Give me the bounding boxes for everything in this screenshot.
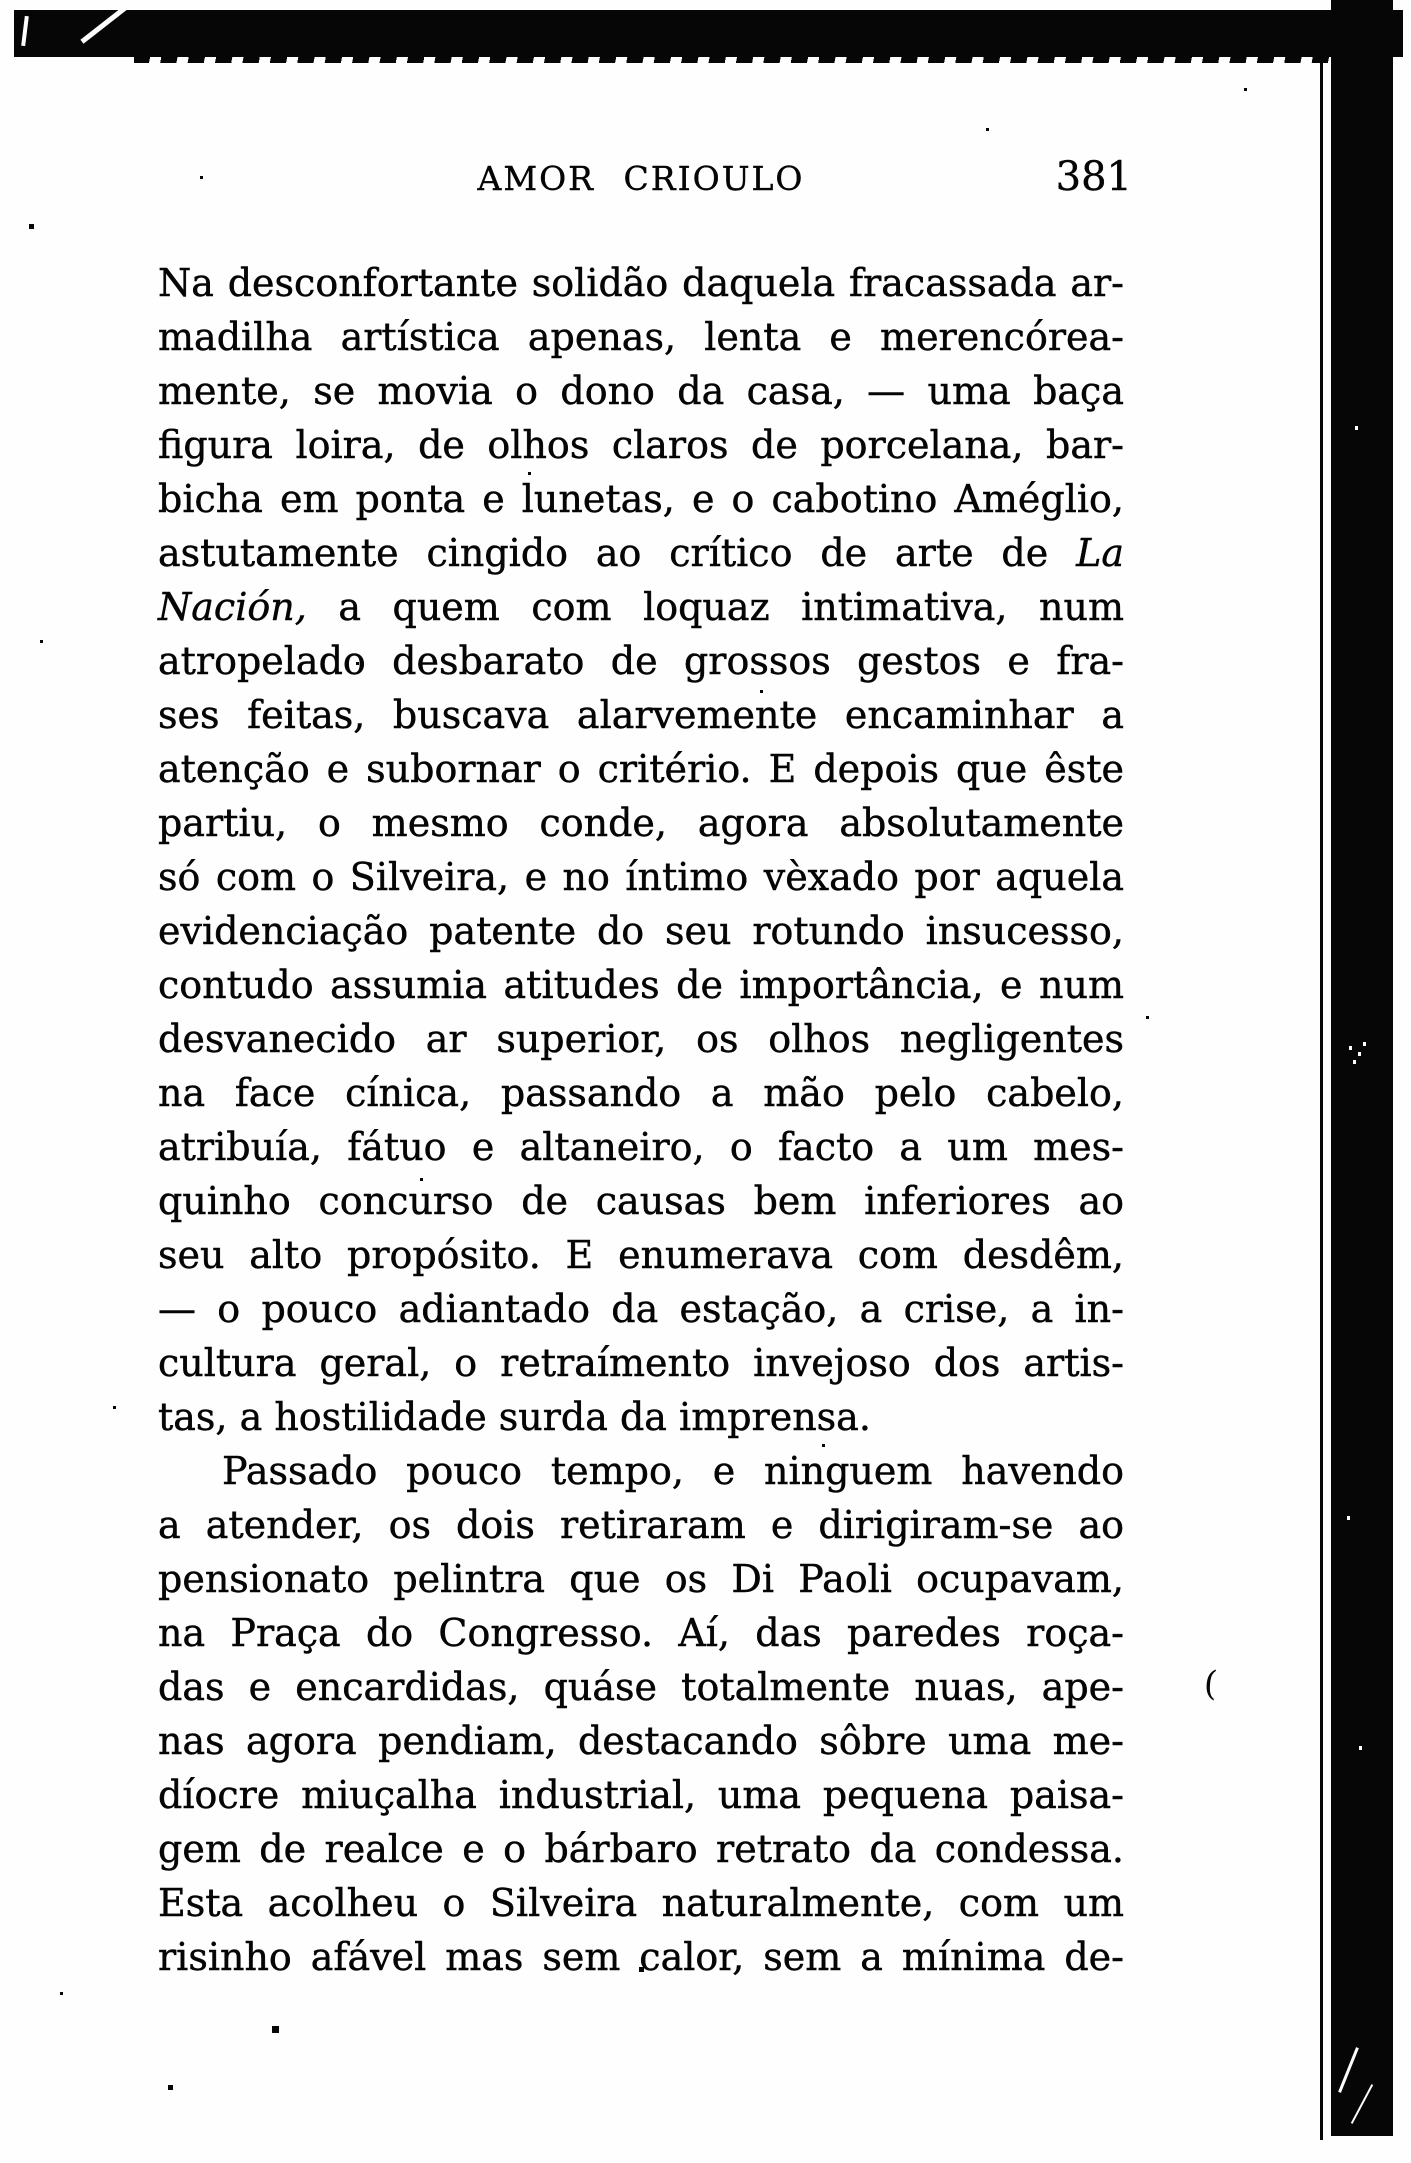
text-segment: díocre miuçalha industrial, uma pequena paisa-: [158, 1773, 1124, 1817]
text-segment: astutamente cingido ao crítico de arte de: [158, 531, 1077, 575]
page-text: [158, 256, 1124, 1984]
text-segment: nas agora pendiam, destacando sôbre uma me-: [158, 1719, 1124, 1763]
text-line: [158, 904, 1124, 958]
text-line: [158, 1552, 1124, 1606]
stray-mark-parenthesis: (: [1202, 1663, 1219, 1705]
text-segment: quinho concurso de causas bem inferiores ao: [158, 1179, 1124, 1223]
text-line: [158, 1228, 1124, 1282]
text-segment: partiu, o mesmo conde, agora absolutamente: [158, 801, 1124, 845]
text-segment: cultura geral, o retraímento invejoso dos artis-: [158, 1341, 1124, 1385]
text-line: [158, 364, 1124, 418]
running-header: [158, 154, 1132, 200]
text-segment: — o pouco adiantado da estação, a crise, a in-: [158, 1287, 1124, 1331]
text-segment: na face cínica, passando a mão pelo cabelo,: [158, 1071, 1124, 1115]
text-segment: gem de realce e o bárbaro retrato da condessa.: [158, 1827, 1124, 1871]
text-segment: na Praça do Congresso. Aí, das paredes roça-: [158, 1611, 1124, 1655]
text-segment: atenção e subornar o critério. E depois que êste: [158, 747, 1124, 791]
scratch-mark: [80, 5, 127, 43]
text-line: [158, 1660, 1124, 1714]
text-line: [158, 688, 1124, 742]
text-line: [158, 1714, 1124, 1768]
scan-noise-dots: [1349, 1046, 1352, 1050]
italic-text-segment: Nación,: [158, 585, 307, 629]
text-segment: evidenciação patente do seu rotundo insucesso,: [158, 909, 1124, 953]
text-segment: madilha artística apenas, lenta e merencórea-: [158, 315, 1124, 359]
text-line: [158, 418, 1124, 472]
text-line: [158, 1390, 1124, 1444]
text-segment: tas, a hostilidade surda da imprensa.: [158, 1395, 871, 1439]
text-line: [158, 1066, 1124, 1120]
text-segment: mente, se movia o dono da casa, — uma baça: [158, 369, 1124, 413]
text-segment: desvanecido ar superior, os olhos negligentes: [158, 1017, 1124, 1061]
text-line: [158, 1444, 1124, 1498]
text-segment: bicha em ponta e lunetas, e o cabotino Améglio,: [158, 477, 1124, 521]
text-line: [158, 958, 1124, 1012]
text-line: [158, 1012, 1124, 1066]
text-segment: atropelado desbarato de grossos gestos e fra-: [158, 639, 1124, 683]
scan-top-edge-band: [14, 10, 1403, 57]
running-header-title: AMOR CRIOULO: [477, 159, 805, 198]
text-segment: contudo assumia atitudes de importância, e num: [158, 963, 1124, 1007]
text-line: [158, 256, 1124, 310]
italic-text-segment: La: [1076, 531, 1124, 575]
text-line: [158, 310, 1124, 364]
text-segment: ses feitas, buscava alarvemente encaminhar a: [158, 693, 1124, 737]
text-line: [158, 1498, 1124, 1552]
text-line: [158, 1174, 1124, 1228]
scratch-mark: [1351, 2084, 1373, 2124]
scratch-mark: [21, 16, 29, 46]
text-segment: atribuía, fátuo e altaneiro, o facto a um mes-: [158, 1125, 1124, 1169]
text-line: [158, 580, 1124, 634]
text-segment: Passado pouco tempo, e ninguem havendo: [222, 1449, 1124, 1493]
text-line: [158, 1606, 1124, 1660]
scan-noise-dots: [0, 0, 3, 3]
text-line: [158, 796, 1124, 850]
text-segment: pensionato pelintra que os Di Paoli ocupavam,: [158, 1557, 1124, 1601]
text-segment: Na desconfortante solidão daquela fracassada ar-: [158, 261, 1124, 305]
text-segment: figura loira, de olhos claros de porcelana, bar-: [158, 423, 1124, 467]
text-line: [158, 1930, 1124, 1984]
text-line: [158, 526, 1124, 580]
scratch-mark: [1338, 2047, 1359, 2093]
page-edge-line: [1320, 36, 1323, 2140]
text-segment: Esta acolheu o Silveira naturalmente, com um: [158, 1881, 1124, 1925]
text-segment: seu alto propósito. E enumerava com desdêm,: [158, 1233, 1124, 1277]
text-line: [158, 1768, 1124, 1822]
text-line: [158, 1336, 1124, 1390]
text-line: [158, 472, 1124, 526]
text-segment: a quem com loquaz intimativa, num: [306, 585, 1124, 629]
text-line: [158, 1822, 1124, 1876]
page-number: 381: [1055, 154, 1132, 200]
book-spine-band: [1331, 0, 1393, 2136]
text-segment: risinho afável mas sem calor, sem a mínima de-: [158, 1935, 1124, 1979]
text-line: [158, 1876, 1124, 1930]
text-segment: a atender, os dois retiraram e dirigiram-se ao: [158, 1503, 1124, 1547]
text-segment: das e encardidas, quáse totalmente nuas, ape-: [158, 1665, 1124, 1709]
text-line: [158, 742, 1124, 796]
text-line: [158, 1120, 1124, 1174]
text-segment: só com o Silveira, e no íntimo vèxado por aquela: [158, 855, 1124, 899]
text-line: [158, 1282, 1124, 1336]
text-line: [158, 634, 1124, 688]
text-line: [158, 850, 1124, 904]
